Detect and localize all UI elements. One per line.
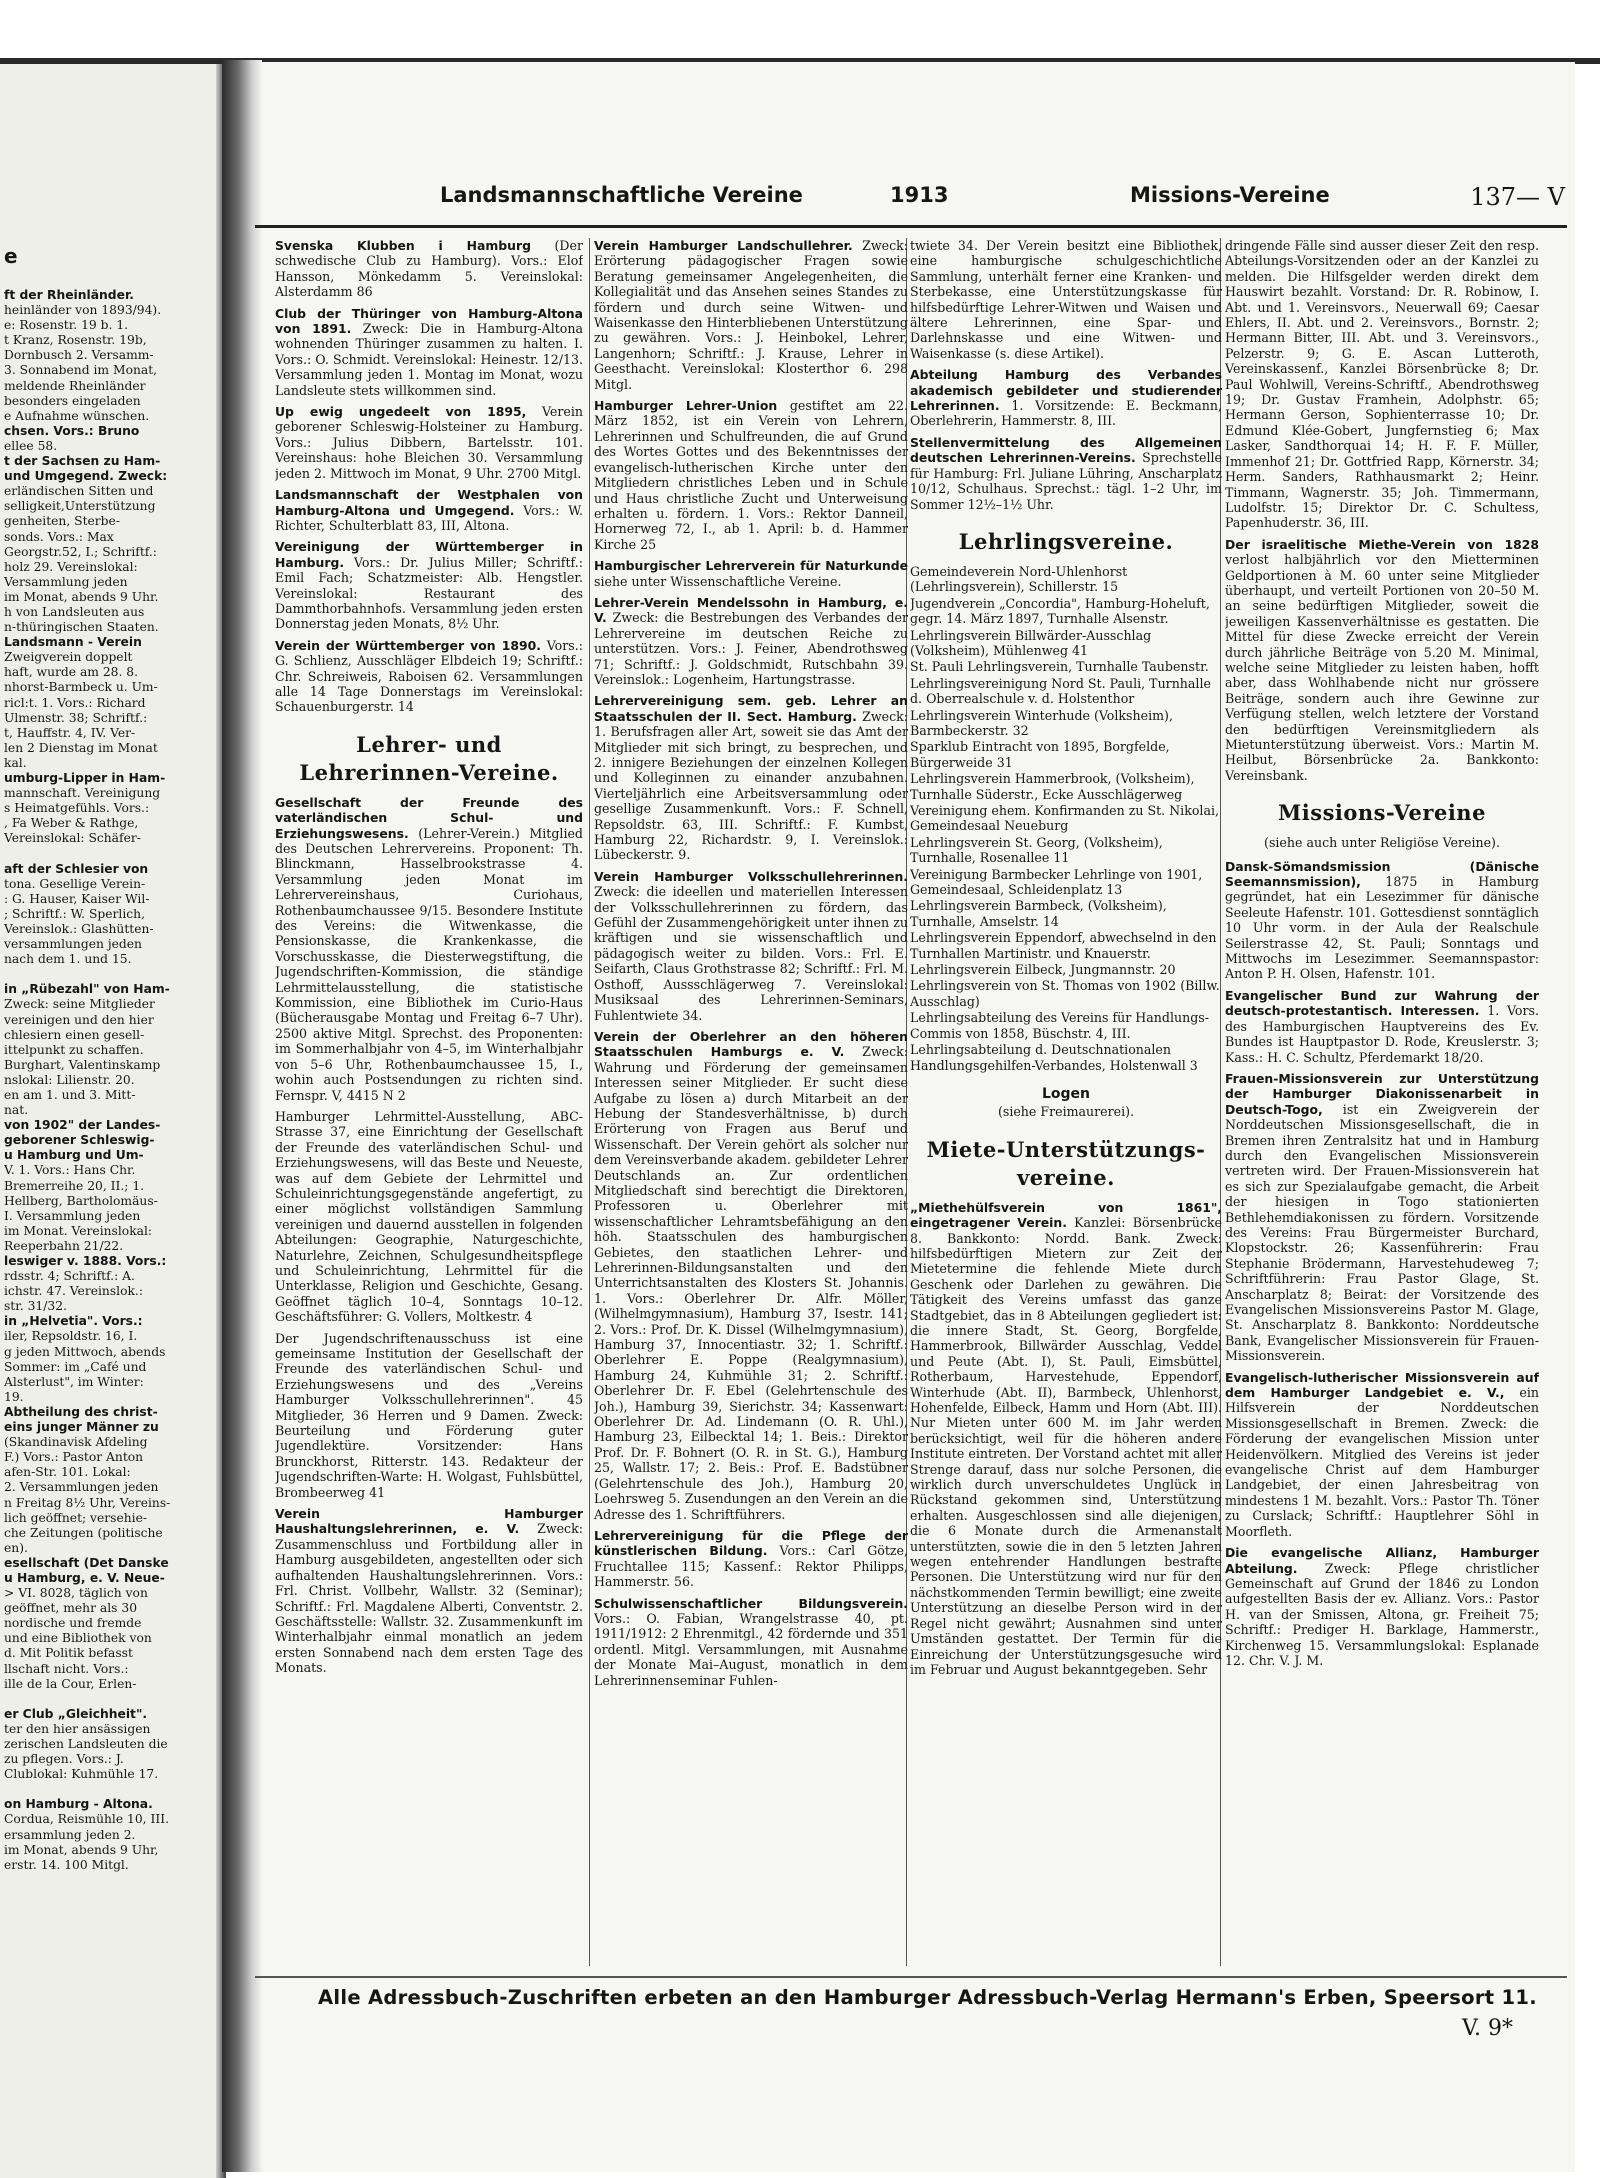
entry-name: Lehrervereinigung für die Pflege der künstlerischen Bildung. [594, 1527, 908, 1559]
facing-page-line: ter den hier ansässigen [4, 1721, 151, 1736]
entry-text: Vors.: O. Fabian, Wrangelstrasse 40, pt. 1911/1912: 2 Ehrenmitgl., 42 fördernde und 351 ordentl. Mitgl. Versammlungen, mit Ausnahme der Monate Mai–August, monatlich in dem Lehrerinnenseminar Fuhlen- [594, 1610, 908, 1688]
facing-page-line: Sommer: im „Café und [4, 1359, 147, 1374]
column-3-entries [910, 238, 1222, 512]
entry-name: Club der Thüringer von Hamburg-Altona von 1891. [275, 305, 583, 337]
entry-name: Die evangelische Allianz, Hamburger Abteilung. [1225, 1545, 1539, 1576]
facing-page-line: zu pflegen. Vors.: J. [4, 1752, 124, 1767]
facing-page-line: llschaft nicht. Vors.: [4, 1661, 129, 1676]
page-number: 137— V [1470, 183, 1565, 211]
entry-text: (Der schwedische Club zu Hamburg). Vors.: Elof Hansson, Mönkedamm 5. Vereinslokal: Alsterdamm 86 [275, 238, 583, 300]
facing-page-line: nordische und fremde [4, 1616, 142, 1631]
entry-text: Verein geborener Schleswig-Holsteiner zu Hamburg. Vors.: Julius Dibbern, Bartelsstr. 101. Vereinshaus: hohe Bleichen 30. Versammlung jeden 2. Mittwoch im Monat, 9 Uhr. 2700 Mitgl. [275, 404, 583, 481]
entry-name: Verein Hamburger Volksschullehrerinnen. [594, 868, 908, 884]
directory-entry [1225, 859, 1539, 982]
directory-entry [275, 238, 583, 300]
facing-page-line: Vereinslok.: Glashütten- [4, 921, 154, 936]
facing-page-line: ersammlung jeden 2. [4, 1827, 136, 1842]
column-2 [594, 238, 908, 1966]
directory-entry [275, 539, 583, 631]
entry-text: Hamburger Lehrmittel-Ausstellung, ABC-Strasse 37, eine Einrichtung der Gesellschaft der Freunde des vaterländischen Schul- und Erziehungswesens, will das Beste und Neueste, was auf dem Gebiete der Lehrmittel und Schuleinrichtungsgegenstände angefertigt, zu einer möglichst vollständigen Sammlung vereinigen und dauernd ausstellen in folgenden Abteilungen: Geographie, Naturgeschichte, Naturlehre, Zeichnen, Schulgesundheitspflege und Schuleinrichtung, Lehrmittel für die Unterklasse, Religion und Geschichte, Gesang. Geöffnet täglich 10–4, Sonntags 10–12. Geschäftsführer: G. Vollers, Moltkestr. 4 [275, 1108, 583, 1325]
entry-text: 1. Vors. des Hamburgischen Hauptvereins des Ev. Bundes ist Hauptpastor D. Rode, Kreuslerstr. 3; Kass.: H. C. Schultz, Pferdemarkt 18/20. [1225, 1003, 1539, 1065]
entry-text: siehe unter Wissenschaftliche Vereine. [594, 573, 842, 589]
facing-page [0, 58, 226, 2178]
directory-entry [275, 638, 583, 715]
facing-page-line: chlesiern einen gesell- [4, 1027, 145, 1042]
facing-page-line: ft der Rheinländer. [4, 288, 134, 302]
entry-name: Evangelisch-lutherischer Missionsverein auf dem Hamburger Landgebiet e. V., [1225, 1369, 1539, 1401]
facing-page-line: mannschaft. Vereinigung [4, 786, 161, 801]
facing-page-line: Zweck: seine Mitglieder [4, 997, 155, 1012]
directory-entry [1225, 238, 1539, 531]
facing-page-line: 3. Sonnabend im Monat, [4, 363, 158, 378]
directory-entry [910, 367, 1222, 429]
facing-page-line: erstr. 14. 100 Mitgl. [4, 1857, 129, 1872]
facing-page-line [4, 846, 209, 861]
entry-name: Hamburgischer Lehrerverein für Naturkunde [594, 558, 908, 574]
facing-page-line: er Club „Gleichheit". [4, 1706, 148, 1721]
column-1 [275, 238, 583, 1966]
directory-entry [275, 487, 583, 533]
directory-entry [910, 435, 1222, 512]
column-3 [910, 238, 1222, 1966]
facing-page-line: d. Mit Politik befasst [4, 1646, 133, 1661]
entry-name: Verein Hamburger Landschullehrer. [594, 238, 853, 253]
lehrlingsverein-item: Lehrlingsverein Barmbeck, (Volksheim), Turnhalle, Amselstr. 14 [910, 898, 1167, 929]
running-header [255, 183, 1565, 217]
facing-page-line: Cordua, Reismühle 10, III. [4, 1812, 169, 1827]
entry-text: Zweck: die ideellen und materiellen Interessen der Volksschullehrerinnen zu fördern, das Gefühl der Zusammengehörigkeit unter ihnen zu kräftigen und sie wissenschaftlich und pädagogisch weiter zu bilden. Vors.: Frl. E. Seifarth, Claus Grothstrasse 82; Schriftf.: Frl. M. Osthoff, Aussschlägerweg 7. Vereinslokal: Musiksaal des Lehrerinnen-Seminars, Fuhlentwiete 34. [594, 884, 908, 1023]
facing-page-line: kal. [4, 755, 27, 770]
entry-name: „Miethehülfsverein von 1861", eingetragener Verein. [910, 1199, 1222, 1231]
directory-entry [594, 398, 908, 552]
facing-page-line: Zweigverein doppelt [4, 650, 133, 665]
directory-entry [275, 795, 583, 1103]
missions-reference: (siehe auch unter Religiöse Vereine). [1264, 835, 1500, 851]
facing-page-line: meldende Rheinländer [4, 378, 146, 393]
facing-page-line: Reeperbahn 21/22. [4, 1238, 124, 1253]
facing-page-line: Bremerreihe 20, II.; 1. [4, 1178, 145, 1193]
entry-text: ist ein Zweigverein der Norddeutschen Missionsgesellschaft, die in Bremen ihren Zentralsitz hat und in Hamburg durch den Evangelischen Missionsverein vertreten wird. Der Frauen-Missionsverein hat es sich zur Spezialaufgabe gemacht, die Arbeit der hiesigen in Togo stationierten Bethlehemdiakonissen zu fördern. Vorsitzende des Vereins: Frau Bürgermeister Burchard, Klopstockstr. 26; Kassenführerin: Frau Stephanie Brödermann, Harvestehudeweg 7; Schriftführerin: Frau Pastor Glage, St. Anscharplatz 8; Beirat: der Vorsitzende des Evangelischen Missionsvereins Pastor M. Glage, St. Anscharplatz 8. Bankkonto: Norddeutsche Bank, Evangelischer Missionsverein für Frauen-Missionsverein. [1225, 1101, 1539, 1364]
lehrlingsverein-item: Gemeindeverein Nord-Uhlenhorst (Lehrlingsverein), Schillerstr. 15 [910, 563, 1128, 595]
facing-page-line: aft der Schlesier von [4, 861, 149, 876]
facing-page-line: rdsstr. 4; Schriftf.: A. [4, 1269, 135, 1284]
facing-page-line: nslokal: Lilienstr. 20. [4, 1072, 135, 1087]
facing-page-line: lich geöffnet; versehie- [4, 1510, 148, 1525]
entry-name: Lehrer-Verein Mendelssohn in Hamburg, e. V. [594, 594, 908, 626]
facing-page-line: en). [4, 1540, 28, 1555]
facing-page-line: e Aufnahme wünschen. [4, 408, 150, 423]
lehrlingsverein-item: Lehrlingsverein von St. Thomas von 1902 (Billw. Ausschlag) [910, 978, 1220, 1009]
facing-page-line: versammlungen jeden [4, 937, 142, 952]
facing-page-line: s Heimatgefühls. Vors.: [4, 801, 150, 816]
facing-page-line: 19. [4, 1389, 24, 1404]
facing-page-line: im Monat. Vereinslokal: [4, 1223, 153, 1238]
facing-page-line: Hellberg, Bartholomäus- [4, 1193, 158, 1208]
facing-page-line: n-thüringischen Staaten. [4, 620, 159, 635]
column-1-entries [275, 238, 583, 715]
facing-page-line: V. 1. Vors.: Hans Chr. [4, 1163, 136, 1178]
entry-name: Schulwissenschaftlicher Bildungsverein. [594, 1595, 908, 1611]
directory-entry [1225, 1545, 1539, 1668]
facing-page-line: ittelpunkt zu schaffen. [4, 1042, 144, 1057]
directory-entry [594, 1029, 908, 1522]
facing-page-line: vereinigen und den hier [4, 1012, 154, 1027]
entry-text: Zweck: Pflege christlicher Gemeinschaft auf Grund der 1846 zu London aufgestellten Basis der ev. Allianz. Vors.: Pastor H. van der Smissen, Altona, gr. Freiheit 75; Schriftf.: Prediger H. Barklage, Hammerstr., Kirchenweg 15. Versammlungslokal: Esplanade 12. Chr. V. J. M. [1225, 1560, 1539, 1668]
section-title-missions: Missions-Vereine [1278, 800, 1486, 826]
facing-page-line: tona. Gesellige Verein- [4, 876, 146, 891]
section-title-miete: Miete-Unterstützungs-vereine. [926, 1136, 1206, 1190]
entry-name: Abteilung Hamburg des Verbandes akademisch gebildeter und studierender Lehrerinnen. [910, 367, 1222, 414]
facing-page-line: nach dem 1. und 15. [4, 952, 132, 967]
facing-page-line: im Monat, abends 9 Uhr. [4, 589, 159, 604]
facing-page-line: esellschaft (Det Danske [4, 1555, 169, 1570]
facing-page-line: besonders eingeladen [4, 393, 141, 408]
directory-entry [594, 1528, 908, 1590]
lehrlingsverein-item: Sparklub Eintracht von 1895, Borgfelde, Bürgerweide 31 [910, 739, 1170, 770]
facing-page-line: ichstr. 47. Vereinslok.: [4, 1284, 143, 1299]
directory-entry [910, 238, 1222, 361]
facing-page-line: nhorst-Barmbeck u. Um- [4, 680, 158, 695]
entry-name: Lehrervereinigung sem. geb. Lehrer an Staatsschulen der II. Sect. Hamburg. [594, 693, 908, 724]
facing-page-line [4, 1692, 209, 1707]
facing-page-line: on Hamburg - Altona. [4, 1797, 153, 1812]
directory-entry [594, 869, 908, 1023]
entry-name: Up ewig ungedeelt von 1895, [275, 404, 527, 420]
column-1-entries-2 [275, 795, 583, 1676]
header-rule [255, 225, 1567, 228]
facing-page-line: erländischen Sitten und [4, 484, 154, 499]
facing-page-line: haft, wurde am 28. 8. [4, 665, 139, 680]
section-title-lehrlingsvereine: Lehrlingsvereine. [958, 528, 1174, 554]
entry-name: Vereinigung der Württemberger in Hamburg. [275, 539, 583, 570]
entry-name: Frauen-Missionsverein zur Unterstützung der Hamburger Diakonissenarbeit in Deutsch-Togo, [1225, 1070, 1539, 1117]
facing-page-line: u Hamburg und Um- [4, 1148, 144, 1163]
entry-text: dringende Fälle sind ausser dieser Zeit den resp. Abteilungs-Vorsitzenden oder an der Kanzlei zu melden. Die Hilfsgelder werden direkt dem Hauswirt bezahlt. Vorstand: Dr. R. Robinow, I. Abt. und 1. Vereinsvors., Neuerwall 69; Caesar Ehlers, II. Abt. und 2. Vereinsvors., Bornstr. 2; Hermann Bitter, III. Abt. und 3. Vereinsvors., Pelzerstr. 9; G. E. Ascan Lutteroth, Vereinskassenf., Kanzlei Börsenbrücke 8; Dr. Paul Wohlwill, Vereins-Schriftf., Abendrothsweg 19; Dr. Gustav Framhein, Adolphstr. 65; Hermann Gerson, Sophienterrasse 10; Dr. Edmund Klée-Gobert, Jungfernstieg 6; Max Lasker, Sandthorquai 14; H. F. F. Müller, Immenhof 21; Dr. Gottfried Rapp, Körnerstr. 34; Herm. Sanders, Rathhausmarkt 2; Heinr. Timmann, Wagnerstr. 35; Joh. Timmermann, Ludolfstr. 15; Direktor Dr. C. Schultess, Papenhuderstr. 36, III. [1225, 238, 1539, 531]
column-2-entries [594, 238, 908, 1688]
column-3-entries-2 [910, 1200, 1222, 1678]
facing-page-line: ellee 58. [4, 438, 58, 453]
facing-page-line: im Monat, abends 9 Uhr, [4, 1842, 159, 1857]
lehrlingsverein-item: Lehrlingsverein Eilbeck, Jungmannstr. 20 [910, 962, 1176, 978]
facing-page-line: (Skandinavisk Afdeling [4, 1435, 148, 1450]
entry-name: Verein der Oberlehrer an den höheren Staatsschulen Hamburgs e. V. [594, 1028, 908, 1060]
lehrlingsverein-item: St. Pauli Lehrlingsverein, Turnhalle Taubenstr. [910, 659, 1209, 675]
facing-page-line: > VI. 8028, täglich von [4, 1586, 148, 1601]
entry-name: Verein der Württemberger von 1890. [275, 637, 541, 653]
facing-page-line: in „Rübezahl" von Ham- [4, 982, 170, 997]
facing-page-line [4, 967, 209, 982]
entry-name: Landsmannschaft der Westphalen von Hamburg-Altona und Umgegend. [275, 487, 583, 518]
column-4 [1225, 238, 1539, 1966]
lehrlingsverein-item: Lehrlingsabteilung des Vereins für Handlungs-Commis von 1858, Büschstr. 4, III. [910, 1010, 1210, 1041]
header-right: Missions-Vereine [1130, 183, 1330, 207]
entry-text: Vors.: Carl Götze, Fruchtallee 115; Kassenf.: Rektor Philipps, Hammerstr. 56. [594, 1543, 908, 1590]
entry-name: Stellenvermittelung des Allgemeinen deutschen Lehrerinnen-Vereins. [910, 434, 1222, 466]
facing-page-line: und Umgegend. Zweck: [4, 469, 168, 484]
directory-entry [594, 595, 908, 687]
directory-entry [1225, 537, 1539, 784]
lehrlingsverein-item: Lehrlingsverein Eppendorf, abwechselnd in den Turnhallen Martinistr. und Knauerstr. [910, 930, 1217, 961]
facing-page-line: t Kranz, Rosenstr. 19b, [4, 333, 147, 348]
entry-text: (Lehrer-Verein.) Mitglied des Deutschen Lehrervereins. Proponent: Th. Blinckmann, Hasselbrookstrasse 4. Versammlung jeden Monat im Lehrervereinshaus, Curiohaus, Rothenbaumchaussee 9/15. Besondere Institute des Vereins: die Witwenkasse, die Pensionskasse, die Krankenkasse, die Vorschusskasse, die Diesterwegstiftung, die Jugendschriften-Kommission, die ständige Lehrmittelausstellung, die statistische Kommission, eine Bibliothek im Curio-Haus (Bücherausgabe Montag und Freitag 6–7 Uhr). 2500 aktive Mitgl. Sprechst. des Proponenten: im Sommerhalbjahr von 4–5, im Winterhalbjahr von 5–6 Uhr, Rothenbaumchaussee 15, I., wohin auch Postsendungen zu richten sind. Fernspr. V, 4415 N 2 [275, 825, 583, 1103]
directory-entry [275, 1109, 583, 1325]
facing-page-line: Vereinslokal: Schäfer- [4, 831, 141, 846]
entry-text: Zweck: Erörterung pädagogischer Fragen sowie Beratung gemeinsamer Angelegenheiten, die Kollegialität und das Ansehen seines Standes zu fördern und durch seine Witwen- und Waisenkasse den Hinterbliebenen Unterstützung zu gewähren. Vors.: J. Heinbokel, Lehrer, Langenhorn; Schriftf.: J. Krause, Lehrer in Geesthacht. Vereinslokal: Klosterthor 6. 298 Mitgl. [594, 238, 908, 392]
section-title-logen: Logen [1041, 1085, 1091, 1102]
facing-page-line: selligkeit,Unterstützung [4, 499, 156, 514]
column-divider [589, 238, 590, 1966]
entry-text: Vors.: W. Richter, Schulterblatt 83, III, Altona. [275, 502, 583, 533]
book-gutter [222, 60, 262, 2172]
facing-page-line [4, 1782, 209, 1797]
facing-page-text [4, 288, 209, 2088]
facing-page-line: holz 29. Vereinslokal: [4, 559, 138, 574]
facing-page-line: t, Hauffstr. 4, IV. Ver- [4, 725, 136, 740]
facing-page-header: e [4, 244, 18, 268]
header-left: Landsmannschaftliche Vereine [440, 183, 803, 207]
facing-page-line: che Zeitungen (politische [4, 1525, 163, 1540]
facing-page-line: n Freitag 8½ Uhr, Vereins- [4, 1495, 171, 1510]
lehrlingsvereine-list [910, 564, 1222, 1073]
facing-page-line: , Fa Weber & Rathge, [4, 816, 139, 831]
facing-page-line: umburg-Lipper in Ham- [4, 771, 166, 785]
publisher-footer: Alle Adressbuch-Zuschriften erbeten an den Hamburger Adressbuch-Verlag Hermann's Erben, Speersort 11. [318, 1986, 1537, 2009]
entry-text: Zweck: Die in Hamburg-Altona wohnenden Thüringer zusammen zu halten. I. Vors.: O. Schmidt. Vereinslokal: Heinestr. 12/13. Versammlung jeden 1. Montag im Monat, wozu Landsleute stets willkommen sind. [275, 321, 583, 398]
lehrlingsverein-item: Lehrlingsverein Hammerbrook, (Volksheim), Turnhalle Süderstr., Ecke Ausschlägerweg [910, 771, 1195, 802]
entry-name: Evangelischer Bund zur Wahrung der deutsch-protestantisch. Interessen. [1225, 987, 1539, 1019]
entry-text: verlost halbjährlich vor den Mietterminen Geldportionen à M. 60 unter seine Mitglieder überhaupt, und verteilt Portionen von 20–50 M. an seine bedürftigen Mitglieder, soweit die jeweiligen Kassenverhältnisse es gestatten. Die Mittel für diese Zwecke erreicht der Verein durch jährliche Beiträge von 5.20 M. Minimal, welche seine Mitglieder zu leisten haben, hofft aber, dass Wohlhabende nicht nur grössere Beiträge, sondern auch ihre Gewinne zur Verfügung stellen, welch letztere der Vorstand den bedürftigen Vereinsmitgliedern als Mietunterstützung überweist. Vors.: Martin M. Heilbut, Börsenbrücke 2a. Bankkonto: Vereinsbank. [1225, 552, 1539, 783]
directory-entry [275, 1506, 583, 1675]
facing-page-line: ille de la Cour, Erlen- [4, 1676, 137, 1691]
facing-page-line: u Hamburg, e. V. Neue- [4, 1570, 165, 1585]
footer-rule [255, 1976, 1567, 1978]
entry-name: Gesellschaft der Freunde des vaterländischen Schul- und Erziehungswesens. [275, 794, 583, 841]
directory-entry [910, 1200, 1222, 1678]
facing-page-line: sonds. Vors.: Max [4, 529, 114, 544]
entry-name: Hamburger Lehrer-Union [594, 398, 778, 414]
facing-page-line: e: Rosenstr. 19 b. 1. [4, 318, 129, 333]
facing-page-line: Versammlung jeden [4, 574, 128, 589]
facing-page-line: str. 31/32. [4, 1299, 67, 1314]
logen-reference: (siehe Freimaurerei). [997, 1104, 1135, 1120]
lehrlingsverein-item: Lehrlingsabteilung d. Deutschnationalen Handlungsgehilfen-Verbandes, Holstenwall 3 [910, 1042, 1198, 1073]
facing-page-line: len 2 Dienstag im Monat [4, 740, 158, 755]
section-title-lehrer: Lehrer- und Lehrerinnen-Vereine. [299, 731, 559, 785]
facing-page-line: iler, Repsoldstr. 16, I. [4, 1329, 138, 1344]
header-year: 1913 [890, 183, 949, 207]
directory-entry [594, 238, 908, 392]
entry-text: Kanzlei: Börsenbrücke 8. Bankkonto: Nordd. Bank. Zweck: hilfsbedürftigen Mietern zur Zeit der Mietetermine die fehlende Miete durch Geschenk oder Darlehen zu gewähren. Die Tätigkeit des Vereins umfasst das ganze Stadtgebiet, das in 8 Abteilungen gegliedert ist: die innere Stadt, St. Georg, Borgfelde, Hammerbrook, Billwärder Ausschlag, Veddel und Peute (Abt. I), St. Pauli, Eimsbüttel, Rotherbaum, Harvestehude, Eppendorf, Winterhude (Abt. II), Barmbeck, Uhlenhorst, Hohenfelde, Eilbeck, Hamm und Horn (Abt. III). Nur Mieten unter 600 M. im Jahr werden berücksichtigt, weil für die höheren andere Institute eintreten. Der Vorstand achtet mit aller Strenge darauf, dass nur solche Personen, die wirklich durch unverschuldetes Unglück in Rückstand gekommen sind, Unterstützung erhalten. Ausgeschlossen sind alle diejenigen, die 6 Monate durch die Armenanstalt unterstützten, sowie die in den 5 letzten Jahren wegen entehrender Handlungen bestrafte Personen. Die Unterstützung wird nur für den nächstkommenden Termin bewilligt; eine zweite Unterstützung an dieselbe Person wird in der Regel nicht gewährt; Ausnahmen sind unter Umständen gestattet. Der Termin für die Einreichung der Unterstützungsgesuche wird im Februar und August bekanntgegeben. Sehr [910, 1215, 1222, 1677]
entry-text: Der Jugendschriftenausschuss ist eine gemeinsame Institution der Gesellschaft der Freunde des vaterländischen Schul- und Erziehungswesens und des „Vereins Hamburger Volksschullehrerinnen". 45 Mitglieder, 36 Herren und 9 Damen. Zweck: Beurteilung und Förderung guter Jugendlektüre. Vorsitzender: Hans Brunckhorst, Ritterstr. 143. Redakteur der Jugendschriften-Warte: H. Wolgast, Fuhlsbüttel, Brombeerweg 41 [275, 1330, 583, 1500]
entry-text: Sprechstelle für Hamburg: Frl. Juliane Lühring, Anscharplatz 10/12, Schulhaus. Sprechst.: tägl. 1–2 Uhr, im Sommer 12½–1½ Uhr. [910, 450, 1222, 512]
lehrlingsverein-item: Jugendverein „Concordia", Hamburg-Hoheluft, gegr. 14. März 1897, Turnhalle Alsenstr. [910, 595, 1210, 627]
facing-page-line: h von Landsleuten aus [4, 604, 145, 619]
signature-mark: V. 9* [1462, 2016, 1514, 2041]
facing-page-line: und eine Bibliothek von [4, 1631, 152, 1646]
entry-name: Der israelitische Miethe-Verein von 1828 [1225, 536, 1539, 552]
facing-page-line: Georgstr.52, I.; Schriftf.: [4, 544, 157, 559]
directory-entry [275, 306, 583, 398]
entry-text: 1875 in Hamburg gegründet, hat ein Lesezimmer für dänische Seeleute Hafenstr. 101. Gottesdienst sonntäglich 10 Uhr vorm. in der Aula der Realschule Seilerstrasse 42, St. Pauli; Sonntags und Mittwochs im Lesezimmer. Seemannspastor: Anton P. H. Olsen, Hafenstr. 101. [1225, 874, 1539, 982]
facing-page-line: afen-Str. 101. Lokal: [4, 1465, 131, 1480]
facing-page-line: leswiger v. 1888. Vors.: [4, 1254, 167, 1268]
facing-page-line: Abtheilung des christ- [4, 1404, 158, 1419]
entry-text: Vors.: G. Schlienz, Ausschläger Elbdeich 19; Schriftf.: Chr. Schreiweis, Raboisen 62. Versammlungen alle 14 Tage Donnerstags im Vereinslokal: Schauenburgerstr. 14 [275, 637, 583, 715]
facing-page-line: Alsterlust", im Winter: [4, 1374, 144, 1389]
lehrlingsverein-item: Lehrlingsverein Billwärder-Ausschlag (Volksheim), Mühlenweg 41 [910, 627, 1152, 658]
facing-page-line: geborener Schleswig- [4, 1133, 155, 1148]
lehrlingsverein-item: Vereinigung Barmbecker Lehrlinge von 1901, Gemeindesaal, Schleidenplatz 13 [910, 866, 1203, 898]
facing-page-line: genheiten, Sterbe- [4, 514, 120, 529]
facing-page-line: en am 1. und 3. Mitt- [4, 1087, 136, 1102]
facing-page-line: Dornbusch 2. Versamm- [4, 348, 154, 363]
lehrlingsverein-item: Lehrlingsvereinigung Nord St. Pauli, Turnhalle d. Oberrealschule v. d. Holstenthor [910, 675, 1211, 707]
entry-text: twiete 34. Der Verein besitzt eine Bibliothek, eine hamburgische schulgeschichtliche Sammlung, unterhält ferner eine Kranken- und Sterbekasse, eine Unterstützungskasse für hilfsbedürftige Lehrer-Witwen und Waisen und ältere Lehrerinnen, eine Spar- und Darlehnskasse und eine Witwen- und Waisenkasse (s. diese Artikel). [910, 238, 1222, 361]
facing-page-line: ; Schriftf.: W. Sperlich, [4, 906, 145, 921]
facing-page-line: von 1902" der Landes- [4, 1118, 161, 1133]
facing-page-line: F.) Vors.: Pastor Anton [4, 1450, 144, 1465]
entry-text: Zweck: Zusammenschluss und Fortbildung aller in Hamburg ausgebildeten, angestellten oder sich aufhaltenden Haushaltungslehrerinnen. Vors.: Frl. Christ. Vollbehr, Wallstr. 32 (Seminar); Schriftf.: Frl. Magdalene Alberti, Conventstr. 2. Geschäftsstelle: Wallstr. 32. Zusammenkunft im Winterhalbjahr einmal monatlich an jedem ersten Sonnabend nach dem ersten Tage des Monats. [275, 1521, 583, 1676]
facing-page-line: g jeden Mittwoch, abends [4, 1344, 166, 1359]
directory-entry [275, 404, 583, 481]
lehrlingsverein-item: Lehrlingsverein Winterhude (Volksheim), Barmbeckerstr. 32 [910, 707, 1173, 738]
facing-page-line: ricl:t. 1. Vors.: Richard [4, 695, 146, 710]
facing-page-line: chsen. Vors.: Bruno [4, 423, 140, 438]
column-4-entries [1225, 238, 1539, 783]
entry-name: Verein Hamburger Haushaltungslehrerinnen, e. V. [275, 1506, 583, 1537]
facing-page-line: Burghart, Valentinskamp [4, 1057, 161, 1072]
directory-entry [1225, 988, 1539, 1065]
facing-page-line: nat. [4, 1103, 29, 1118]
entry-text: gestiftet am 22. März 1852, ist ein Verein von Lehrern, Lehrerinnen und Schulfreunden, die auf Grund des Wortes Gottes und des Bekenntnisses der evangelisch-lutherischen Kirche unter den Mitgliedern christliches Leben und in Schule und Haus christliche Zucht und Unterweisung erhalten u. fördern. 1. Vors.: Rektor Danneil, Hornerweg 72, I., ab 1. April: b. d. Hammer Kirche 25 [594, 398, 908, 552]
facing-page-line: I. Versammlung jeden [4, 1208, 141, 1223]
facing-page-line: t der Sachsen zu Ham- [4, 454, 161, 469]
directory-entry [594, 1596, 908, 1688]
entry-name: Svenska Klubben i Hamburg [275, 238, 531, 253]
entry-text: 1. Vorsitzende: E. Beckmann, Oberlehrerin, Hammerstr. 8, III. [910, 398, 1222, 429]
directory-entry [1225, 1071, 1539, 1364]
entry-text: Zweck: 1. Berufsfragen aller Art, soweit sie das Amt der Mitglieder mit sich bringt, zu besprechen, und 2. innigere Beziehungen der einzelnen Kollegen und Kolleginnen zu einander anzubahnen. Vierteljährlich eine Arbeitsversammlung oder gesellige Zusammenkunft. Vors.: F. Schnell, Repsoldstr. 63, III. Schriftf.: F. Kumbst, Hamburg 22, Richardstr. 9, I. Vereinslok.: Lübeckerstr. 9. [594, 708, 908, 863]
entry-text: Zweck: die Bestrebungen des Verbandes der Lehrervereine im deutschen Reiche zu unterstützen. Vors.: J. Feiner, Abendrothsweg 71; Schriftf.: J. Goldschmidt, Rutschbahn 39. Vereinslok.: Logenheim, Hartungstrasse. [594, 610, 908, 687]
facing-page-line: : G. Hauser, Kaiser Wil- [4, 891, 150, 906]
column-4-entries-2 [1225, 859, 1539, 1669]
entry-text: Zweck: Wahrung und Förderung der gemeinsamen Interessen seiner Mitglieder. Er sucht diese Aufgabe zu lösen a) durch Mitarbeit an der Hebung der Standesverhältnisse, b) durch Erörterung von Fragen aus Beruf und Wissenschaft. Der Verein gehört als solcher nur dem Vereinsverbande akadem. gebildeter Lehrer Deutschlands an. Zur ordentlichen Mitgliedschaft sind berechtigt die Direktoren, Professoren u. Oberlehrer mit wissenschaftlicher Lehramtsbefähigung an den höh. Staatsschulen des hamburgischen Gebietes, den staatlichen Lehrer- und Lehrerinnen-Bildungsanstalten und den Unterrichtsanstalten des Klosters St. Johannis. 1. Vors.: Oberlehrer Dr. Alfr. Möller, (Wilhelmgymnasium), Hamburg 37, Isestr. 141; 2. Vors.: Prof. Dr. K. Dissel (Wilhelmgymnasium), Hamburg 37, Innocentiastr. 32; 1. Schriftf.: Oberlehrer E. Poppe (Realgymnasium), Hamburg 24, Kuhmühle 31; 2. Schriftf.: Oberlehrer Dr. F. Ebel (Gelehrtenschule des Joh.), Hamburg 39, Sierichstr. 34; Kassenwart: Oberlehrer Dr. Ad. Lindemann (O. R. Uhl.), Hamburg 23, Eilbecktal 14; 1. Beis.: Direktor Prof. Dr. F. Bohnert (O. R. in St. G.), Hamburg 25, Wallstr. 17; 2. Beis.: Prof. E. Badstübner (Gelehrtenschule des Joh.), Hamburg 20, Loehrsweg 5. Zusendungen an den Verein an die Adresse des 1. Schriftführers. [594, 1044, 908, 1522]
facing-page-line: 2. Versammlungen jeden [4, 1480, 159, 1495]
facing-page-line: in „Helvetia". Vors.: [4, 1314, 143, 1329]
facing-page-line: Ulmenstr. 38; Schriftf.: [4, 710, 148, 725]
directory-entry [594, 558, 908, 589]
facing-page-line: eins junger Männer zu [4, 1420, 159, 1435]
lehrlingsverein-item: Lehrlingsverein St. Georg, (Volksheim), Turnhalle, Rosenallee 11 [910, 834, 1163, 866]
facing-page-line: Landsmann - Verein [4, 635, 142, 650]
facing-page-line: geöffnet, mehr als 30 [4, 1601, 138, 1616]
entry-text: ein Hilfsverein der Norddeutschen Missionsgesellschaft in Bremen. Zweck: die Förderung der evangelischen Mission unter Heidenvölkern. Mitglied des Vereins ist jeder evangelische Christ auf dem Hamburger Landgebiet, der einen Jahresbeitrag von mindestens 1 M. bezahlt. Vors.: Pastor Th. Töner zu Curslack; Schriftf.: Hauptlehrer Söhl in Moorfleth. [1225, 1385, 1539, 1539]
facing-page-line: zerischen Landsleuten die [4, 1737, 168, 1751]
directory-entry [594, 693, 908, 862]
facing-page-line: heinländer von 1893/94). [4, 303, 162, 318]
entry-name: Dansk-Sömandsmission (Dänische Seemannsmission), [1225, 858, 1539, 890]
facing-page-line: Clublokal: Kuhmühle 17. [4, 1767, 159, 1782]
directory-entry [275, 1331, 583, 1500]
entry-text: Vors.: Dr. Julius Miller; Schriftf.: Emil Fach; Schatzmeister: Alb. Hengstler. Vereinslokal: Restaurant des Dammthorbahnhofs. Versammlung jeden ersten Donnerstag jeden Monats, 8½ Uhr. [275, 554, 583, 632]
directory-entry [1225, 1370, 1539, 1539]
lehrlingsverein-item: Vereinigung ehem. Konfirmanden zu St. Nikolai, Gemeindesaal Neueburg [910, 803, 1219, 834]
